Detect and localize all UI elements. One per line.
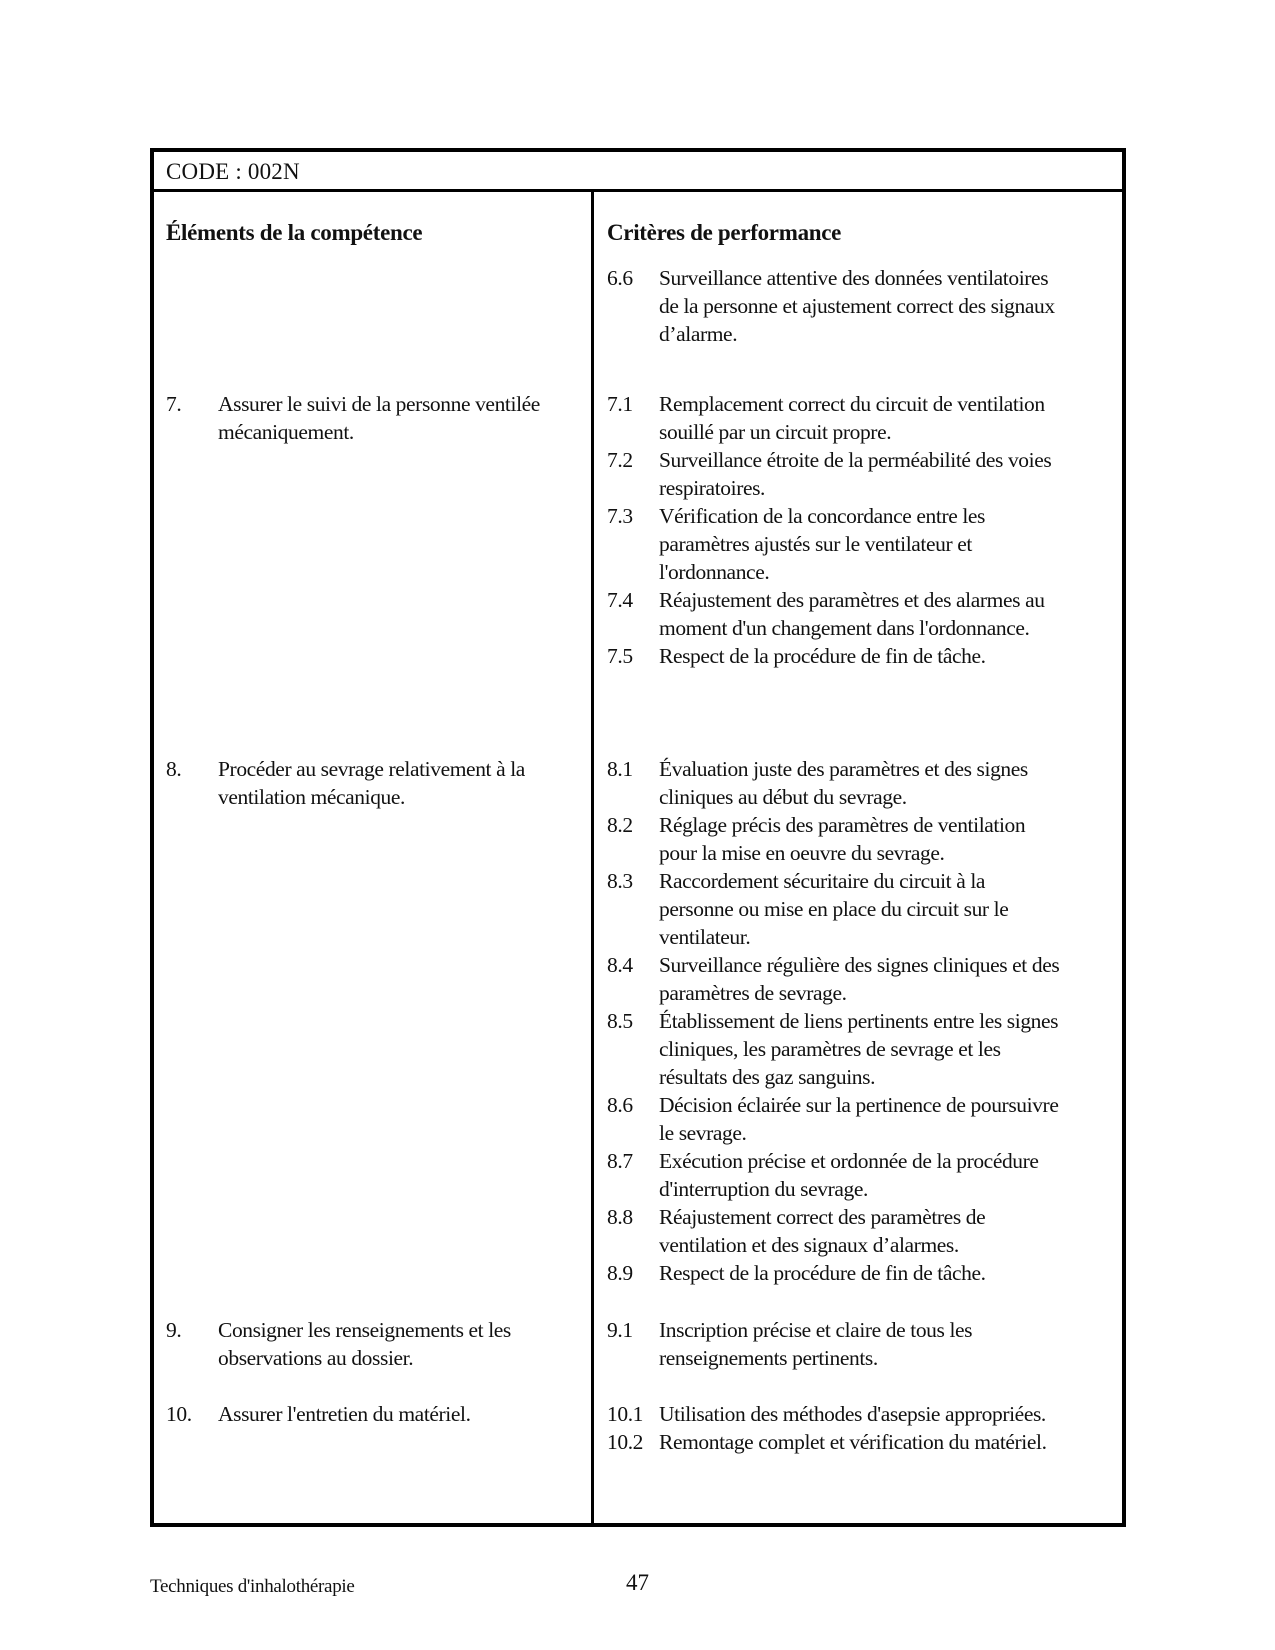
competency-table bbox=[150, 148, 1126, 1527]
item-text-line: Consigner les renseignements et les bbox=[218, 1318, 511, 1342]
item-number: 8.5 bbox=[607, 1009, 633, 1033]
item-text-line: paramètres ajustés sur le ventilateur et bbox=[659, 532, 972, 556]
item-text-line: moment d'un changement dans l'ordonnance. bbox=[659, 616, 1030, 640]
item-text-line: pour la mise en oeuvre du sevrage. bbox=[659, 841, 945, 865]
item-text-line: observations au dossier. bbox=[218, 1346, 414, 1370]
item-text-line: Établissement de liens pertinents entre les signes bbox=[659, 1009, 1059, 1033]
item-number: 8.8 bbox=[607, 1205, 633, 1229]
item-text-line: de la personne et ajustement correct des signaux bbox=[659, 294, 1055, 318]
footer-title: Techniques d'inhalothérapie bbox=[150, 1576, 355, 1597]
item-text-line: Exécution précise et ordonnée de la procédure bbox=[659, 1149, 1039, 1173]
item-text-line: Utilisation des méthodes d'asepsie appropriées. bbox=[659, 1402, 1046, 1426]
item-text-line: d’alarme. bbox=[659, 322, 738, 346]
item-number: 7.2 bbox=[607, 448, 633, 472]
item-number: 7.1 bbox=[607, 392, 633, 416]
item-text-line: résultats des gaz sanguins. bbox=[659, 1065, 876, 1089]
item-number: 9.1 bbox=[607, 1318, 633, 1342]
item-text-line: le sevrage. bbox=[659, 1121, 747, 1145]
item-number: 10. bbox=[166, 1402, 192, 1426]
code-row bbox=[154, 152, 1122, 192]
left-column-header: Éléments de la compétence bbox=[166, 220, 423, 245]
item-number: 8.7 bbox=[607, 1149, 633, 1173]
item-text-line: Réajustement correct des paramètres de bbox=[659, 1205, 986, 1229]
item-text-line: cliniques, les paramètres de sevrage et les bbox=[659, 1037, 1001, 1061]
right-column-header: Critères de performance bbox=[607, 220, 842, 245]
item-text-line: Décision éclairée sur la pertinence de poursuivre bbox=[659, 1093, 1059, 1117]
item-text-line: Vérification de la concordance entre les bbox=[659, 504, 986, 528]
item-text-line: Réajustement des paramètres et des alarmes au bbox=[659, 588, 1045, 612]
item-number: 8.2 bbox=[607, 813, 633, 837]
page-number: 47 bbox=[626, 1570, 649, 1595]
item-number: 8.9 bbox=[607, 1261, 633, 1285]
item-number: 7.3 bbox=[607, 504, 633, 528]
code-label: CODE : 002N bbox=[166, 159, 300, 184]
item-text-line: Respect de la procédure de fin de tâche. bbox=[659, 1261, 986, 1285]
item-text-line: ventilation et des signaux d’alarmes. bbox=[659, 1233, 959, 1257]
item-text-line: mécaniquement. bbox=[218, 420, 354, 444]
item-text-line: Remplacement correct du circuit de ventilation bbox=[659, 392, 1045, 416]
item-text-line: paramètres de sevrage. bbox=[659, 981, 847, 1005]
item-text-line: l'ordonnance. bbox=[659, 560, 770, 584]
item-text-line: Évaluation juste des paramètres et des signes bbox=[659, 757, 1028, 781]
item-number: 6.6 bbox=[607, 266, 633, 290]
item-number: 7. bbox=[166, 392, 182, 416]
item-text-line: Assurer l'entretien du matériel. bbox=[218, 1402, 471, 1426]
item-text-line: Procéder au sevrage relativement à la bbox=[218, 757, 525, 781]
item-text-line: personne ou mise en place du circuit sur le bbox=[659, 897, 1009, 921]
item-number: 8.3 bbox=[607, 869, 633, 893]
item-number: 10.1 bbox=[607, 1402, 644, 1426]
item-text-line: souillé par un circuit propre. bbox=[659, 420, 892, 444]
item-number: 7.5 bbox=[607, 644, 633, 668]
column-divider bbox=[591, 190, 594, 1523]
item-text-line: Respect de la procédure de fin de tâche. bbox=[659, 644, 986, 668]
item-text-line: respiratoires. bbox=[659, 476, 766, 500]
item-number: 10.2 bbox=[607, 1430, 644, 1454]
item-text-line: Surveillance étroite de la perméabilité des voies bbox=[659, 448, 1052, 472]
item-text-line: d'interruption du sevrage. bbox=[659, 1177, 869, 1201]
item-text-line: Assurer le suivi de la personne ventilée bbox=[218, 392, 540, 416]
item-number: 8.4 bbox=[607, 953, 633, 977]
item-number: 8. bbox=[166, 757, 182, 781]
item-text-line: ventilation mécanique. bbox=[218, 785, 406, 809]
item-text-line: Surveillance attentive des données ventilatoires bbox=[659, 266, 1049, 290]
item-text-line: Inscription précise et claire de tous les bbox=[659, 1318, 973, 1342]
item-text-line: Raccordement sécuritaire du circuit à la bbox=[659, 869, 986, 893]
item-number: 7.4 bbox=[607, 588, 633, 612]
item-text-line: Remontage complet et vérification du matériel. bbox=[659, 1430, 1047, 1454]
item-text-line: Surveillance régulière des signes cliniques et des bbox=[659, 953, 1060, 977]
item-number: 8.1 bbox=[607, 757, 633, 781]
item-text-line: ventilateur. bbox=[659, 925, 751, 949]
item-number: 9. bbox=[166, 1318, 182, 1342]
item-text-line: renseignements pertinents. bbox=[659, 1346, 878, 1370]
item-text-line: Réglage précis des paramètres de ventilation bbox=[659, 813, 1026, 837]
item-number: 8.6 bbox=[607, 1093, 633, 1117]
item-text-line: cliniques au début du sevrage. bbox=[659, 785, 907, 809]
